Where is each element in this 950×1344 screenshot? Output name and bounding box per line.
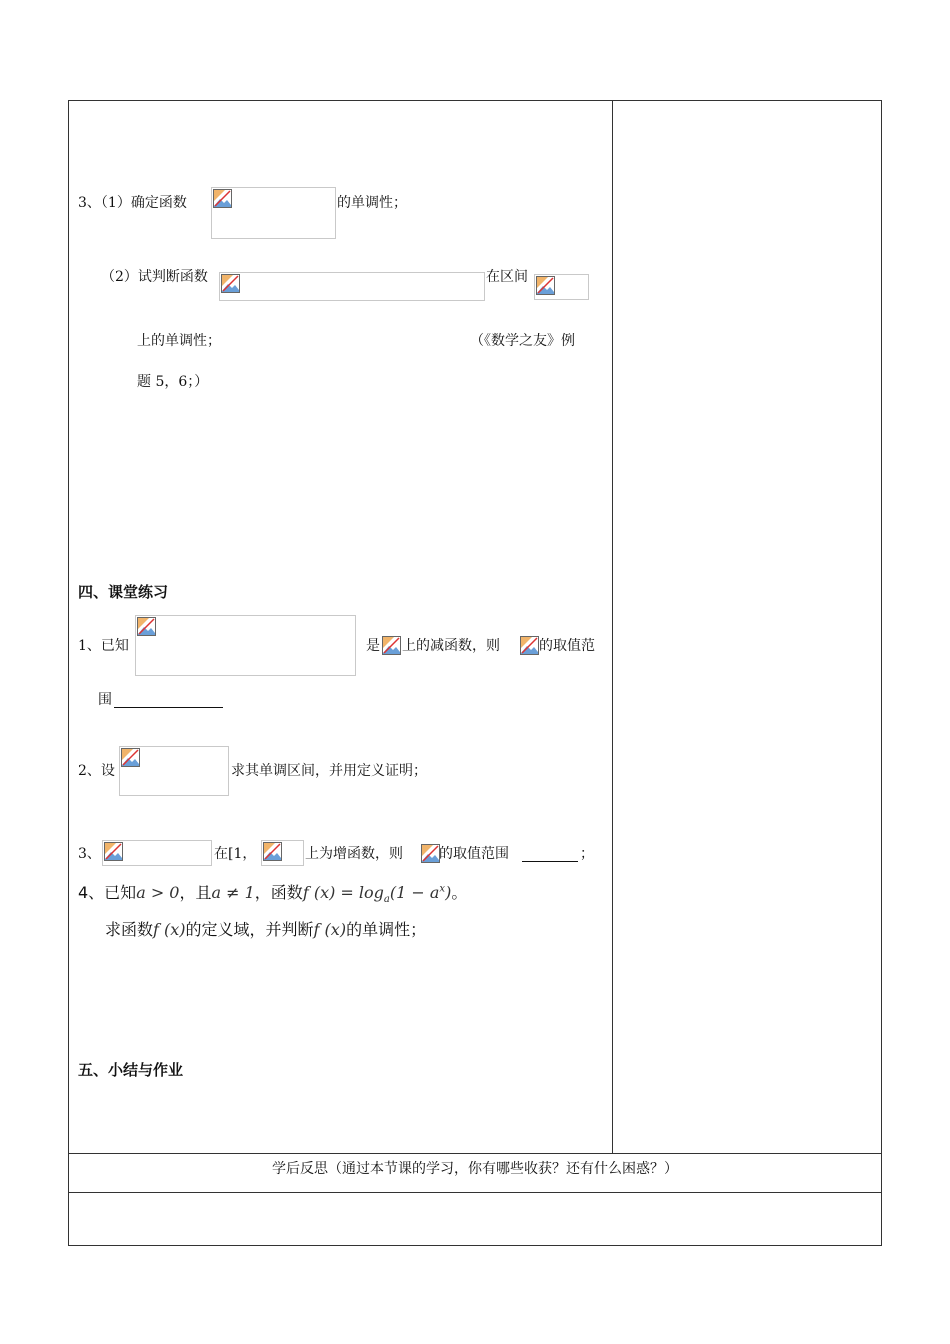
e1-mid1: 是 <box>366 638 380 654</box>
e3-suffix: 的取值范围 <box>439 846 509 862</box>
q3-p2-line3: 题 5，6；） <box>137 374 209 390</box>
formula-placeholder-q3-p2 <box>219 272 485 301</box>
q3-p1-prefix: 3、（1）确定函数 <box>78 195 187 211</box>
e4-expr-sup: x <box>439 883 446 895</box>
e3-prefix: 3、 <box>78 846 101 862</box>
reflection-heading: 学后反思（通过本节课的学习，你有哪些收获？还有什么困惑？） <box>272 1161 678 1177</box>
e4-q-fx2: f (x) <box>313 920 347 939</box>
e4-question <box>105 917 426 940</box>
q3-p2-reference: （《数学之友》例 <box>470 333 575 349</box>
reflection-mid-border <box>68 1192 882 1193</box>
e4-period: 。 <box>451 883 468 902</box>
e2-suffix: 求其单调区间，并用定义证明； <box>231 763 427 779</box>
e1-mid2: 上的减函数，则 <box>402 638 500 654</box>
e1-prefix: 1、已知 <box>78 638 129 654</box>
broken-image-icon <box>536 276 555 295</box>
broken-image-icon <box>221 274 240 293</box>
q3-p2-mid: 在区间 <box>486 269 528 285</box>
broken-image-icon <box>382 636 401 655</box>
e4-expr-mid: (1 − a <box>389 883 440 902</box>
e4-cond2: a ≠ 1 <box>211 883 255 902</box>
reflection-answer-area[interactable] <box>69 1194 881 1245</box>
e1-suffix: 的取值范 <box>539 638 595 654</box>
right-notes-column-border <box>612 100 613 1154</box>
e4-func: ，函数 <box>254 883 303 902</box>
e1-line2: 围 <box>98 692 112 708</box>
e3-answer-blank <box>522 847 578 862</box>
e2-prefix: 2、设 <box>78 763 115 779</box>
e4-cond1: a > 0 <box>136 883 180 902</box>
broken-image-icon <box>213 189 232 208</box>
q3-p2-prefix: （2）试判断函数 <box>101 269 208 285</box>
q3-p2-line2: 上的单调性； <box>137 333 221 349</box>
e3-mid2: 上为增函数，则 <box>305 846 403 862</box>
section5-title: 五、小结与作业 <box>78 1061 184 1079</box>
broken-image-icon <box>263 842 282 861</box>
e4-expr-sub: a <box>383 894 390 906</box>
e4-q-mid: 的定义域，并判断 <box>185 920 314 939</box>
e4-expr-end: ) <box>445 883 452 902</box>
e1-answer-blank <box>114 693 223 708</box>
broken-image-icon <box>121 748 140 767</box>
e4-q-prefix: 求函数 <box>105 920 154 939</box>
e4-and: ，且 <box>179 883 212 902</box>
reflection-top-border <box>68 1153 882 1154</box>
e4-q-fx1: f (x) <box>153 920 186 939</box>
section4-title: 四、课堂练习 <box>78 583 169 601</box>
e3-end: ； <box>580 846 594 862</box>
e4-prefix: 4、已知 <box>78 883 137 902</box>
broken-image-icon <box>137 617 156 636</box>
broken-image-icon <box>520 636 539 655</box>
broken-image-icon <box>421 844 440 863</box>
broken-image-icon <box>104 842 123 861</box>
q3-p1-suffix: 的单调性； <box>337 195 407 211</box>
e3-mid1: 在[1， <box>214 846 257 862</box>
e4-statement <box>78 880 467 905</box>
e4-expr-lhs: f (x) = log <box>302 883 384 902</box>
e4-q-suffix: 的单调性； <box>346 920 427 939</box>
formula-placeholder-e1 <box>135 615 356 676</box>
